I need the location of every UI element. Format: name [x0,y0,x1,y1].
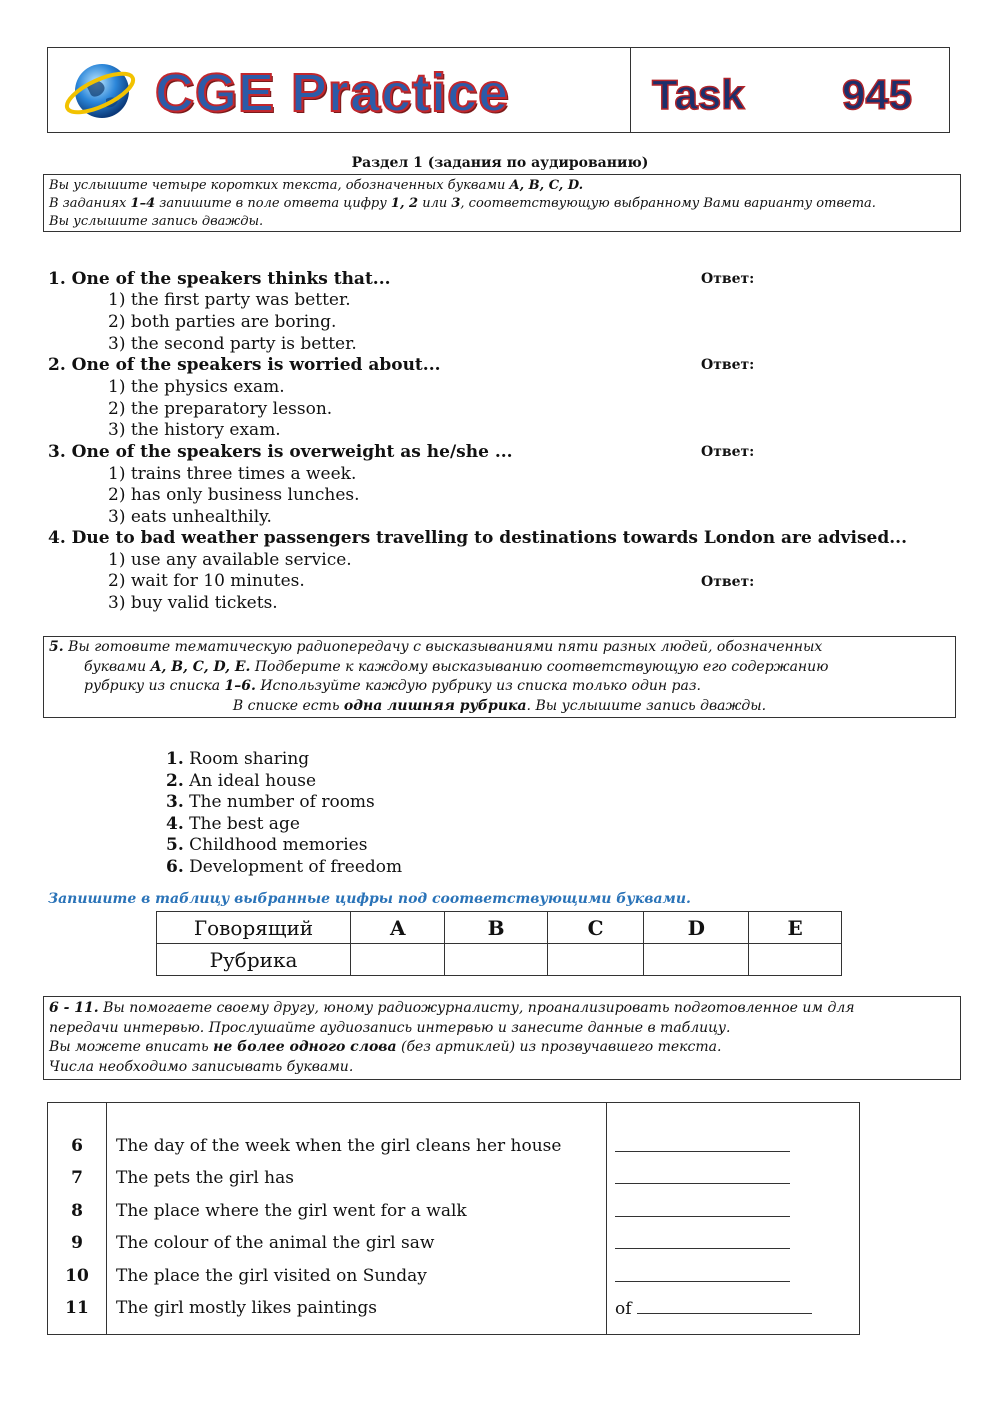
task5-instructions-box [43,636,956,718]
table-row [48,1130,860,1163]
row-number: 8 [48,1195,107,1228]
letter-cell-c: C [547,912,644,944]
question-1: 1. One of the speakers thinks that... [48,269,391,289]
table-row [157,912,842,944]
globe-logo-icon [62,55,138,125]
answer-blank[interactable] [607,1130,860,1163]
section-title: Раздел 1 (задания по аудированию) [351,155,649,171]
table-row [48,1162,860,1195]
question-4-option-1: 1) use any available service. [108,550,352,570]
interview-table [47,1102,860,1335]
instructions-line-1: Вы услышите четыре коротких текста, обозначенных буквами A, B, C, D. [49,178,584,193]
row-description: The place the girl visited on Sunday [107,1260,607,1293]
task5-line-3: рубрику из списка 1–6. Используйте каждую рубрику из списка только один раз. [84,678,701,694]
question-2-option-1: 1) the physics exam. [108,377,285,397]
question-3-option-3: 3) eats unhealthily. [108,507,272,527]
row-number: 9 [48,1227,107,1260]
speaker-label-cell: Говорящий [157,912,351,944]
question-2-option-2: 2) the preparatory lesson. [108,399,333,419]
question-2-option-3: 3) the history exam. [108,420,281,440]
answer-cell-e[interactable] [749,944,842,976]
task6-line-4: Числа необходимо записывать буквами. [49,1059,354,1076]
question-3-option-1: 1) trains three times a week. [108,464,357,484]
question-1-option-1: 1) the first party was better. [108,290,351,310]
answer-label-1: Ответ: [701,271,755,287]
task6-line-1: 6 - 11. Вы помогаете своему другу, юному радиожурналисту, проанализировать подготовленное им для [49,1000,855,1016]
task6-line-2: передачи интервью. Прослушайте аудиозапись интервью и занесите данные в таблицу. [49,1019,731,1036]
table-row [48,1103,860,1130]
answer-prefix: of [615,1299,637,1320]
answer-blank[interactable] [607,1195,860,1228]
answer-label-2: Ответ: [701,357,755,373]
rubric-label-cell: Рубрика [157,944,351,976]
row-description: The day of the week when the girl cleans her house [107,1130,607,1163]
list-item: 1. Room sharing [166,749,310,769]
task5-line-1: 5. Вы готовите тематическую радиопередачу с высказываниями пяти разных людей, обозначенных [49,639,823,655]
answer-blank[interactable] [607,1260,860,1293]
task6-11-instructions-box [43,996,961,1080]
instructions-line-3: Вы услышите запись дважды. [49,214,264,229]
table-instruction: Запишите в таблицу выбранные цифры под соответствующими буквами. [48,891,691,907]
letter-cell-a: A [351,912,445,944]
table-row [48,1195,860,1228]
task6-line-3: Вы можете вписать не более одного слова (без артиклей) из прозвучавшего текста. [49,1039,722,1056]
letter-cell-e: E [749,912,842,944]
row-number: 10 [48,1260,107,1293]
instructions-line-2: В заданиях 1–4 запишите в поле ответа цифру 1, 2 или 3, соответствующую выбранному Вами варианту ответа. [49,196,876,211]
list-item: 2. An ideal house [166,770,317,791]
answer-blank[interactable] [607,1162,860,1195]
answer-cell-d[interactable] [644,944,749,976]
answer-label-3: Ответ: [701,444,755,460]
answer-table-task5 [156,911,842,976]
table-row [48,1292,860,1325]
header-divider [630,47,631,133]
table-row [48,1260,860,1293]
task-number: 945 [842,71,913,118]
table-row [157,944,842,976]
list-item: 3. The number of rooms [166,792,375,812]
question-4-option-3: 3) buy valid tickets. [108,593,278,613]
task5-line-4: В списке есть одна лишняя рубрика. Вы услышите запись дважды. [232,697,767,714]
answer-cell-a[interactable] [351,944,445,976]
answer-cell-b[interactable] [445,944,547,976]
row-description: The place where the girl went for a walk [107,1195,607,1228]
question-2: 2. One of the speakers is worried about... [48,355,441,375]
row-number: 7 [48,1162,107,1195]
table-row [48,1325,860,1335]
letter-cell-b: B [445,912,547,944]
list-item: 5. Childhood memories [166,835,368,855]
rubric-list [166,749,402,878]
answer-label-4: Ответ: [701,574,755,590]
question-4-option-2: 2) wait for 10 minutes. [108,571,305,591]
answer-blank[interactable] [607,1292,860,1325]
answer-cell-c[interactable] [547,944,644,976]
task-label: Task [652,71,745,118]
question-1-option-3: 3) the second party is better. [108,334,357,354]
letter-cell-d: D [644,912,749,944]
question-1-option-2: 2) both parties are boring. [108,312,337,332]
question-3-option-2: 2) has only business lunches. [108,485,360,505]
row-description: The colour of the animal the girl saw [107,1227,607,1260]
question-4: 4. Due to bad weather passengers travelling to destinations towards London are advised... [48,528,907,548]
row-description: The girl mostly likes paintings [107,1292,607,1325]
question-3: 3. One of the speakers is overweight as he/she ... [48,442,513,462]
instructions-box [43,174,961,232]
brand-title: CGE Practice [155,63,510,123]
list-item: 4. The best age [166,813,300,834]
task5-line-2: буквами A, B, C, D, E. Подберите к каждому высказыванию соответствующую его содержанию [84,658,829,675]
row-number: 11 [48,1292,107,1325]
row-number: 6 [48,1130,107,1163]
table-row [48,1227,860,1260]
list-item: 6. Development of freedom [166,856,403,877]
row-description: The pets the girl has [107,1162,607,1195]
answer-blank[interactable] [607,1227,860,1260]
